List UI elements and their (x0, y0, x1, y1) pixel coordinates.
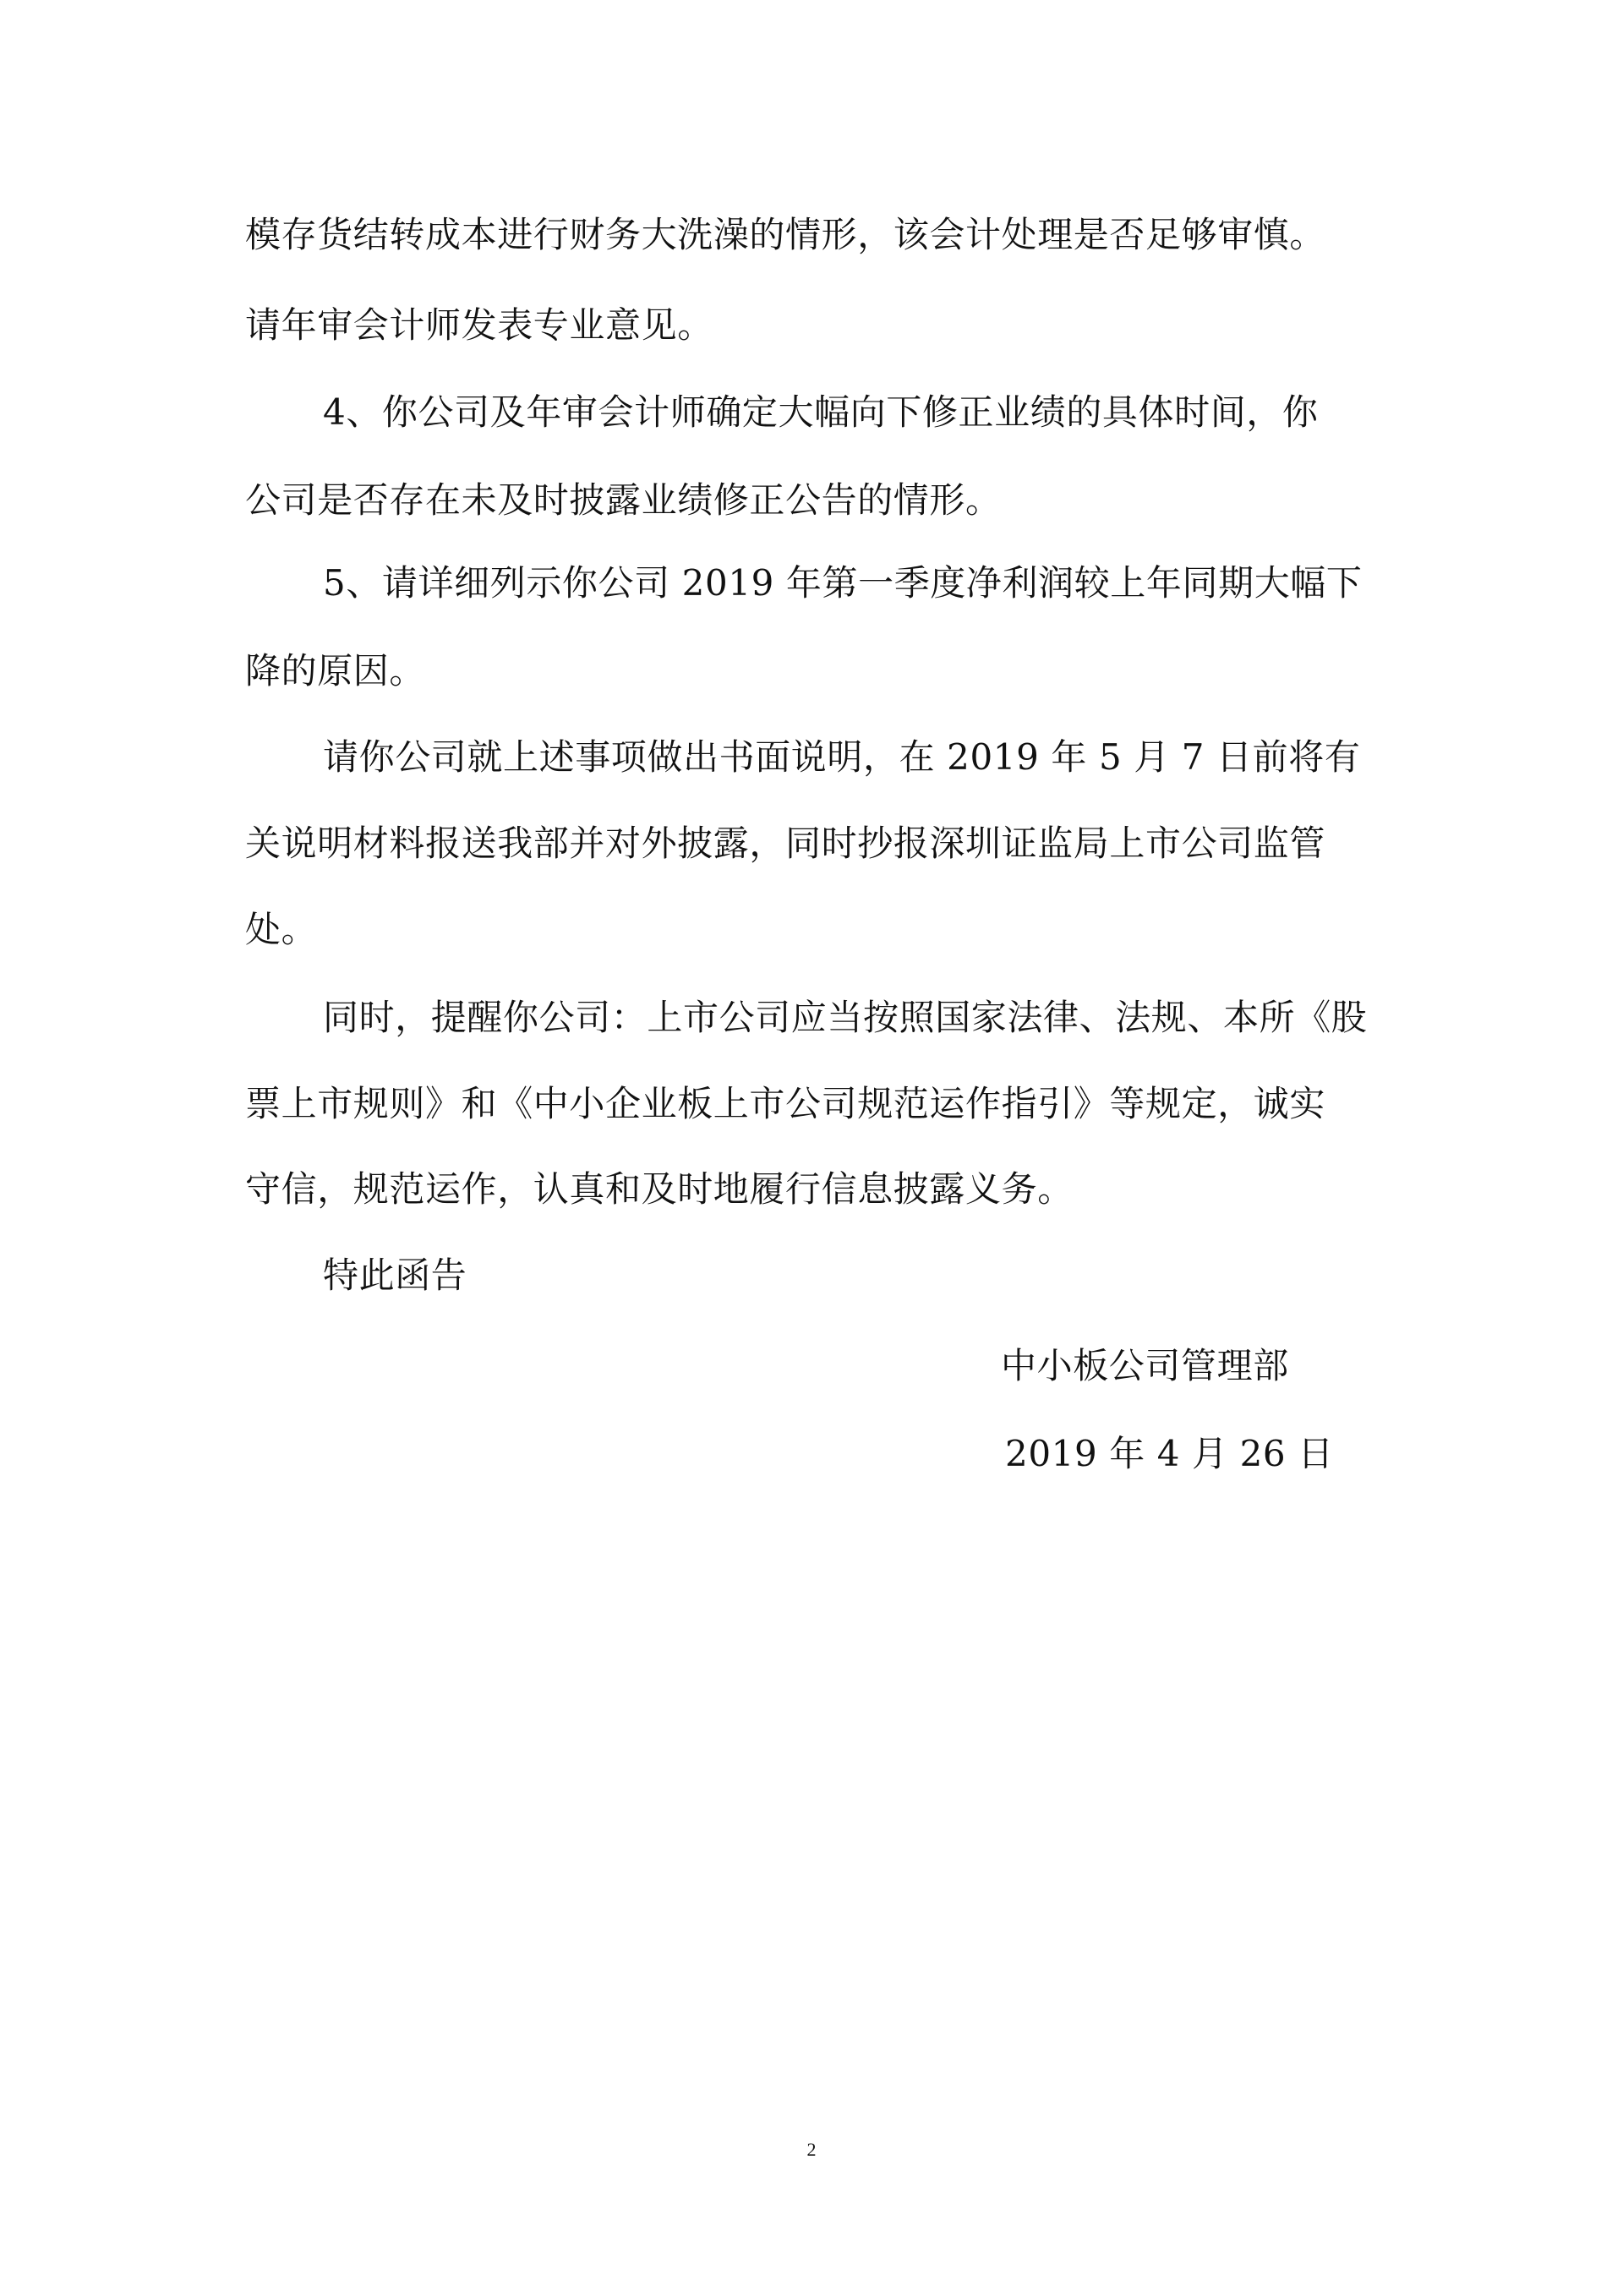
body-line-9: 处。 (245, 909, 318, 950)
body-line-8: 关说明材料报送我部并对外披露，同时抄报深圳证监局上市公司监管 (245, 823, 1326, 864)
closing-line: 特此函告 (323, 1255, 467, 1296)
signature-department: 中小板公司管理部 (1001, 1345, 1289, 1386)
body-line-3: 4、你公司及年审会计师确定大幅向下修正业绩的具体时间，你 (323, 391, 1319, 433)
body-line-5: 5、请详细列示你公司 2019 年第一季度净利润较上年同期大幅下 (323, 562, 1363, 604)
body-line-7: 请你公司就上述事项做出书面说明，在 2019 年 5 月 7 日前将有 (323, 736, 1361, 778)
signature-date: 2019 年 4 月 26 日 (1005, 1433, 1334, 1474)
body-line-2: 请年审会计师发表专业意见。 (245, 304, 713, 346)
body-line-10: 同时，提醒你公司：上市公司应当按照国家法律、法规、本所《股 (323, 997, 1368, 1038)
body-line-1: 模存货结转成本进行财务大洗澡的情形，该会计处理是否足够审慎。 (245, 214, 1326, 255)
body-line-12: 守信，规范运作，认真和及时地履行信息披露义务。 (245, 1168, 1074, 1210)
body-line-11: 票上市规则》和《中小企业板上市公司规范运作指引》等规定，诚实 (245, 1083, 1326, 1124)
page-number: 2 (806, 2139, 817, 2160)
body-line-4: 公司是否存在未及时披露业绩修正公告的情形。 (245, 479, 1002, 521)
body-line-6: 降的原因。 (245, 650, 426, 692)
